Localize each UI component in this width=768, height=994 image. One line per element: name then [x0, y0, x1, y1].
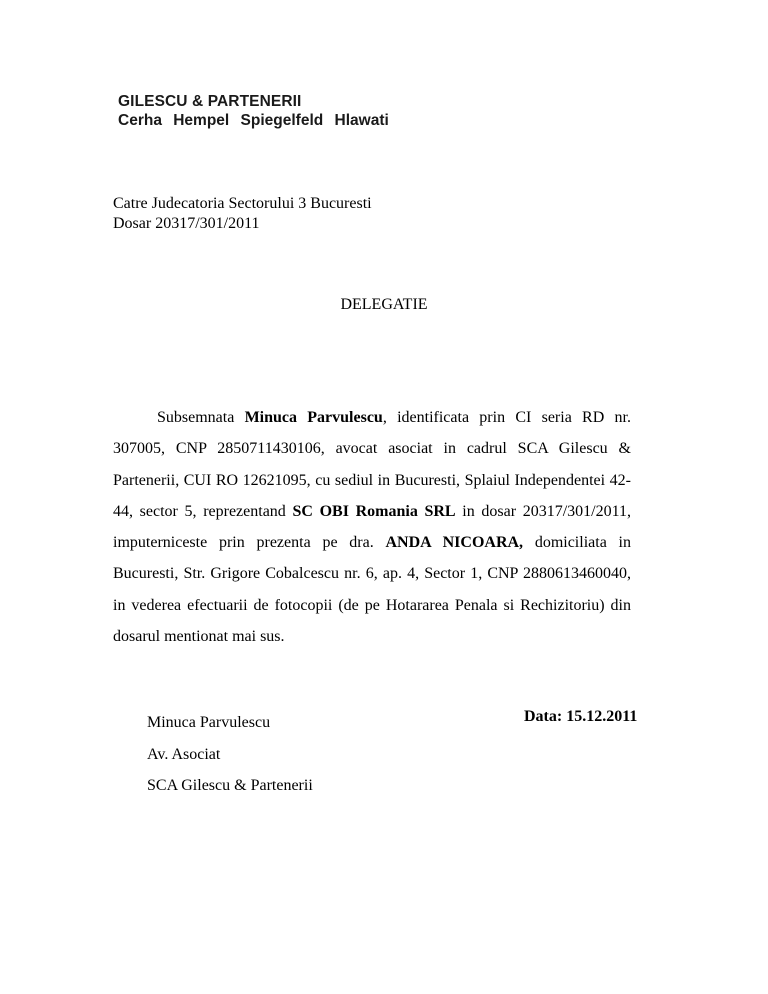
letterhead-partners: Cerha Hempel Spiegelfeld Hlawati [118, 112, 389, 129]
document-date: Data: 15.12.2011 [524, 708, 638, 725]
signature-name: Minuca Parvulescu [147, 714, 271, 731]
court-line: Catre Judecatoria Sectorului 3 Bucuresti [113, 195, 372, 212]
signature-firm: SCA Gilescu & Partenerii [147, 777, 313, 794]
document-title: DELEGATIE [340, 296, 428, 313]
body-paragraph [113, 402, 631, 652]
body-text-2: , identificata prin CI seria RD nr. 307005, CNP 2850711430106, avocat asociat in cadrul SCA Gilescu & Partenerii, CUI RO 12621095, cu sediul in Bucuresti, Splaiul Independentei 42-44, sector 5, reprezentand [113, 409, 631, 520]
signature-block [147, 707, 313, 802]
letterhead-logo [118, 92, 389, 130]
body-text-4: domiciliata in Bucuresti, Str. Grigore Cobalcescu nr. 6, ap. 4, Sector 1, CNP 2880613460040, in vederea efectuarii de fotocopii (de pe Hotararea Penala si Rechizitoriu) din dosarul mentionat mai sus. [113, 534, 631, 646]
delegate-name: ANDA NICOARA, [385, 534, 524, 552]
body-text-3: in dosar 20317/301/2011, imputerniceste prin prezenta pe dra. [113, 502, 631, 552]
body-text-1: Subsemnata [157, 409, 245, 426]
signatory-name: Minuca Parvulescu [244, 409, 383, 426]
letterhead-firm-name: GILESCU & PARTENERII [118, 93, 302, 110]
case-file-line: Dosar 20317/301/2011 [113, 215, 260, 232]
recipient-address [113, 194, 372, 234]
company-name: SC OBI Romania SRL [292, 502, 456, 520]
signature-role: Av. Asociat [147, 745, 221, 763]
